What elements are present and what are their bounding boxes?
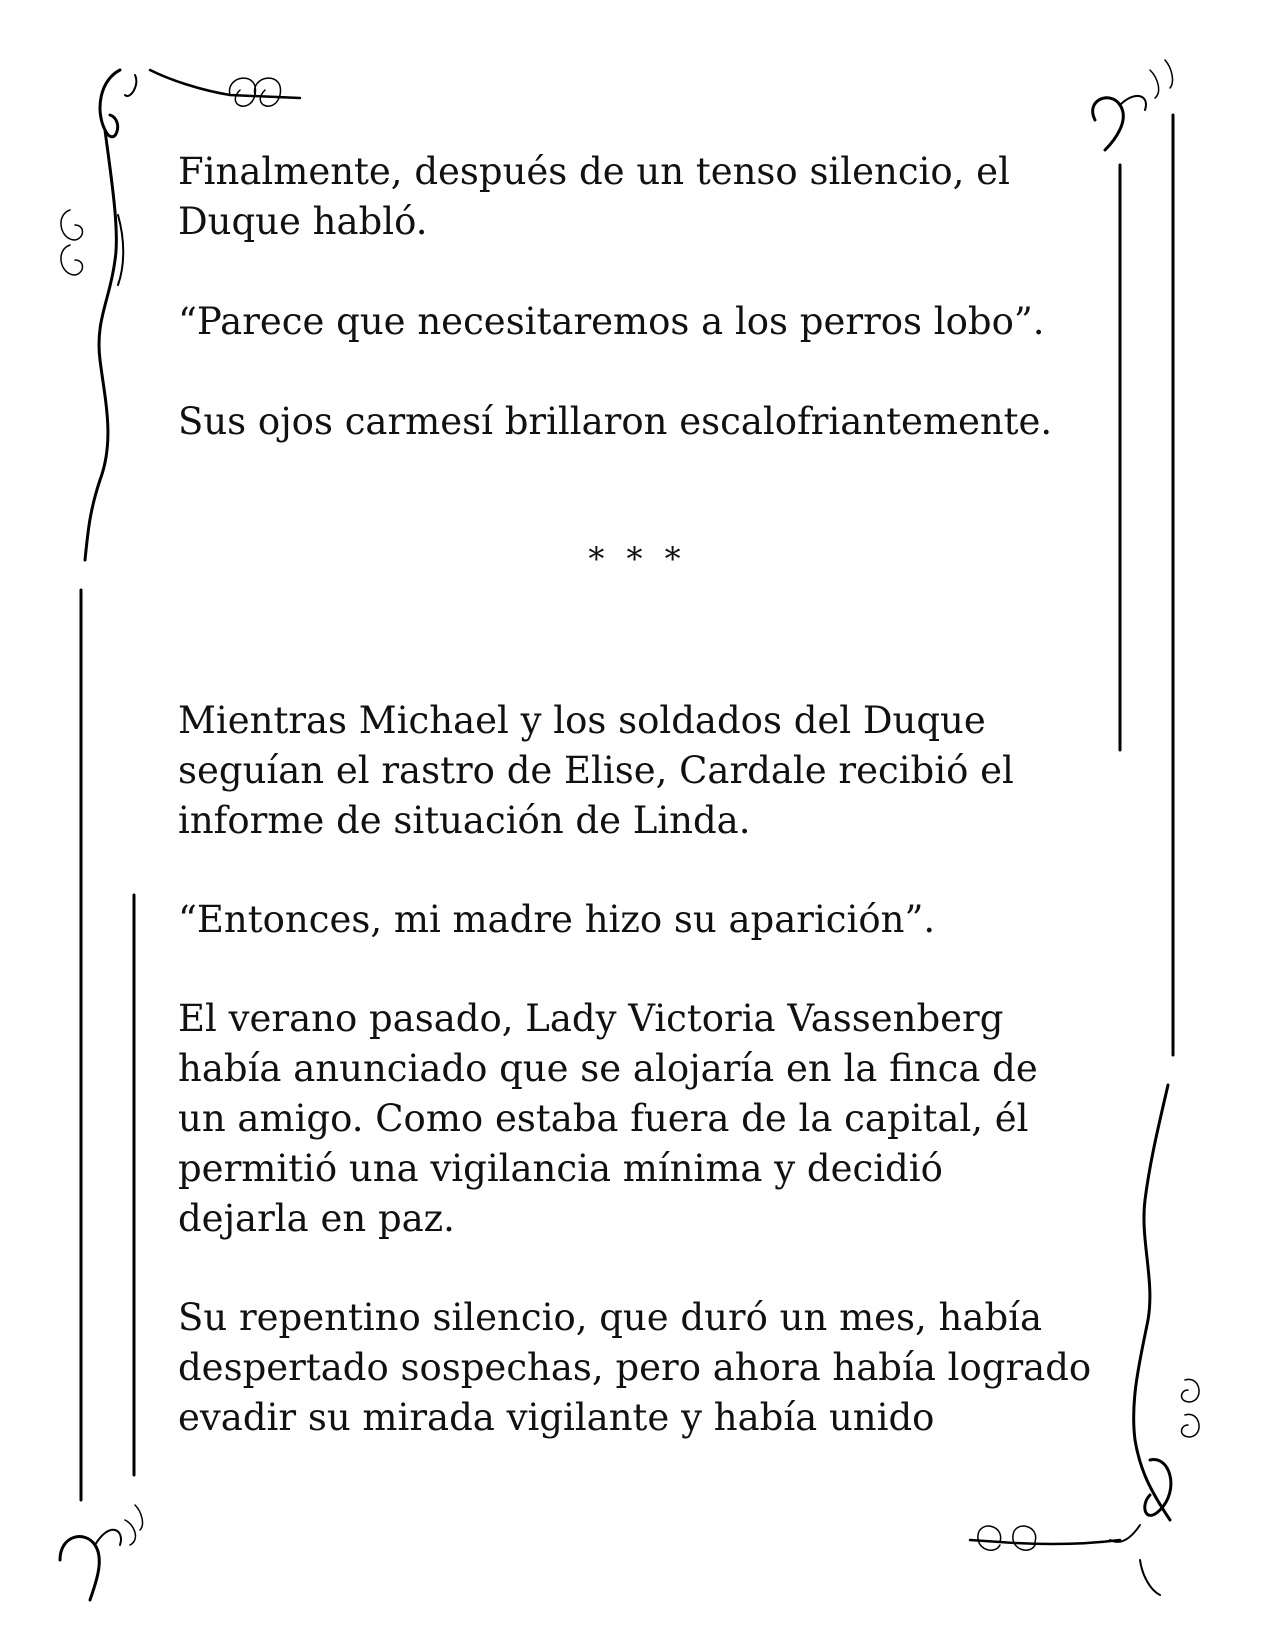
paragraph-3-line-1: Sus ojos carmesí brillaron escalofriantemente. bbox=[178, 400, 1053, 443]
paragraph-7 bbox=[178, 1293, 1091, 1443]
paragraph-1 bbox=[178, 147, 1010, 247]
paragraph-6 bbox=[178, 994, 1038, 1244]
paragraph-3 bbox=[178, 397, 1052, 447]
paragraph-1-line-1: Finalmente, después de un tenso silencio, el bbox=[178, 150, 1010, 193]
paragraph-5-line-1: “Entonces, mi madre hizo su aparición”. bbox=[178, 898, 936, 941]
scene-break-separator: * * * bbox=[588, 540, 687, 578]
paragraph-4-line-1: Mientras Michael y los soldados del Duque bbox=[178, 699, 986, 742]
paragraph-6-line-4: permitió una vigilancia mínima y decidió bbox=[178, 1147, 943, 1190]
paragraph-7-line-1: Su repentino silencio, que duró un mes, había bbox=[178, 1296, 1043, 1339]
top-right-flourish bbox=[1093, 60, 1173, 150]
paragraph-6-line-5: dejarla en paz. bbox=[178, 1197, 455, 1240]
bottom-left-flourish bbox=[60, 1505, 142, 1600]
paragraph-4-line-2: seguían el rastro de Elise, Cardale recibió el bbox=[178, 749, 1014, 792]
paragraph-7-line-3: evadir su mirada vigilante y había unido bbox=[178, 1396, 935, 1439]
paragraph-6-line-2: había anunciado que se alojaría en la finca de bbox=[178, 1047, 1038, 1090]
paragraph-6-line-1: El verano pasado, Lady Victoria Vassenberg bbox=[178, 997, 1004, 1040]
paragraph-4-line-3: informe de situación de Linda. bbox=[178, 799, 751, 842]
paragraph-2 bbox=[178, 297, 1045, 347]
paragraph-1-line-2: Duque habló. bbox=[178, 200, 428, 243]
paragraph-2-line-1: “Parece que necesitaremos a los perros lobo”. bbox=[178, 300, 1045, 343]
paragraph-7-line-2: despertado sospechas, pero ahora había logrado bbox=[178, 1346, 1092, 1389]
paragraph-4 bbox=[178, 696, 1014, 846]
paragraph-5 bbox=[178, 895, 935, 945]
paragraph-6-line-3: un amigo. Como estaba fuera de la capital, él bbox=[178, 1097, 1029, 1140]
